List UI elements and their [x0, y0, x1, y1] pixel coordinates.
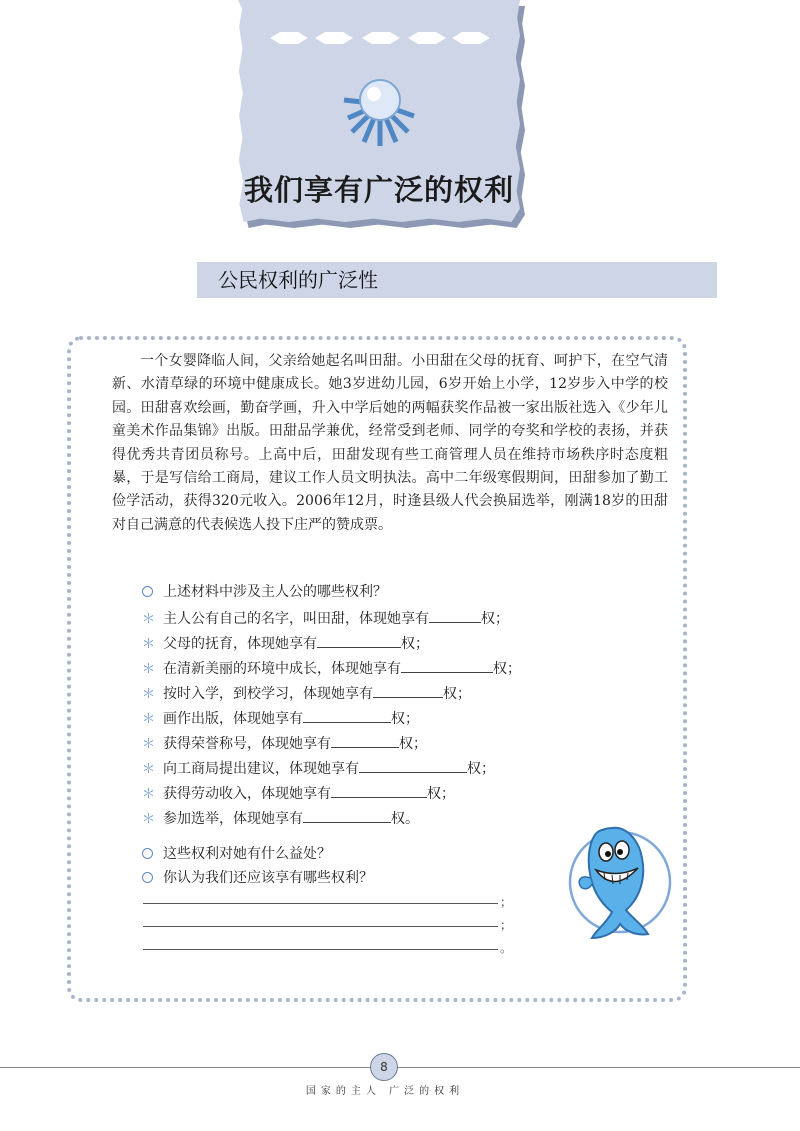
sunburst-icon	[330, 70, 430, 150]
list-item	[142, 633, 429, 655]
answer-line[interactable]	[143, 903, 498, 904]
circle-bullet-icon	[142, 872, 153, 883]
question-2-text: 这些权利对她有什么益处？	[163, 846, 331, 862]
section-title: 公民权利的广泛性	[218, 268, 378, 292]
star-bullet-icon: ＊	[142, 812, 156, 827]
item-text: 获得劳动收入，体现她享有	[163, 786, 332, 802]
item-text: 向工商局提出建议，体现她享有	[163, 761, 360, 777]
item-end: 权；	[493, 661, 522, 677]
page-title: 我们享有广泛的权利	[243, 173, 514, 207]
question-3-text: 你认为我们还应该享有哪些权利？	[163, 870, 373, 886]
fill-blank[interactable]	[359, 758, 467, 773]
circle-bullet-icon	[142, 848, 153, 859]
question-1-text: 上述材料中涉及主人公的哪些权利？	[163, 584, 387, 600]
list-item	[142, 683, 471, 705]
running-title: 国家的主人 广泛的权利	[305, 1086, 465, 1097]
line-end: ；	[500, 918, 513, 932]
star-bullet-icon: ＊	[142, 787, 156, 802]
fill-blank[interactable]	[303, 708, 391, 723]
item-text: 父母的抚育，体现她享有	[163, 636, 318, 652]
line-end: ；	[500, 895, 513, 909]
item-end: 权；	[391, 711, 420, 727]
item-text: 主人公有自己的名字，叫田甜，体现她享有	[163, 611, 430, 627]
list-item	[142, 808, 419, 830]
page-number: 8	[370, 1053, 398, 1081]
list-item	[142, 783, 455, 805]
item-text: 在清新美丽的环境中成长，体现她享有	[163, 661, 402, 677]
star-bullet-icon: ＊	[142, 687, 156, 702]
item-end: 权；	[467, 761, 496, 777]
question-1	[142, 582, 387, 602]
fill-blank[interactable]	[331, 783, 427, 798]
question-3	[142, 868, 373, 888]
star-bullet-icon: ＊	[142, 662, 156, 677]
item-text: 获得荣誉称号，体现她享有	[163, 736, 332, 752]
list-item	[142, 758, 495, 780]
star-bullet-icon: ＊	[142, 637, 156, 652]
circle-bullet-icon	[142, 586, 153, 597]
fill-blank[interactable]	[317, 633, 401, 648]
item-text: 按时入学，到校学习，体现她享有	[163, 686, 374, 702]
star-bullet-icon: ＊	[142, 612, 156, 627]
list-item	[142, 733, 427, 755]
list-item	[142, 708, 419, 730]
fill-blank[interactable]	[303, 808, 391, 823]
answer-line[interactable]	[143, 926, 498, 927]
footer-rule	[0, 1067, 800, 1068]
star-bullet-icon: ＊	[142, 762, 156, 777]
fill-blank[interactable]	[373, 683, 443, 698]
diamond-decoration	[270, 30, 490, 46]
star-bullet-icon: ＊	[142, 737, 156, 752]
star-bullet-icon: ＊	[142, 712, 156, 727]
fill-blank[interactable]	[331, 733, 399, 748]
question-2	[142, 844, 331, 864]
item-end: 权；	[481, 611, 510, 627]
material-paragraph: 一个女婴降临人间，父亲给她起名叫田甜。小田甜在父母的抚育、呵护下，在空气清新、水清草绿的环境中健康成长。她3岁进幼儿园，6岁开始上小学，12岁步入中学的校园。田甜喜欢绘画，勤奋学画，升入中学后她的两幅获奖作品被一家出版社选入《少年儿童美术作品集锦》出版。田甜品学兼优，经常受到老师、同学的夸奖和学校的表扬，并获得优秀共青团员称号。上高中后，田甜发现有些工商管理人员在维持市场秩序时态度粗暴，于是写信给工商局，建议工作人员文明执法。高中二年级寒假期间，田甜参加了勤工俭学活动，获得320元收入。2006年12月，时逢县级人代会换届选举，刚满18岁的田甜对自己满意的代表候选人投下庄严的赞成票。	[112, 353, 668, 533]
item-end: 权；	[399, 736, 428, 752]
item-end: 权；	[427, 786, 456, 802]
item-end: 权；	[401, 636, 430, 652]
answer-line[interactable]	[143, 949, 498, 950]
list-item	[142, 608, 509, 630]
item-text: 画作出版，体现她享有	[163, 711, 304, 727]
list-item	[142, 658, 521, 680]
item-end: 权；	[443, 686, 472, 702]
mascot-fish-icon	[562, 812, 672, 947]
line-end: 。	[500, 941, 513, 955]
item-end: 权。	[391, 811, 420, 827]
fill-blank[interactable]	[429, 608, 481, 623]
fill-blank[interactable]	[401, 658, 493, 673]
item-text: 参加选举，体现她享有	[163, 811, 304, 827]
